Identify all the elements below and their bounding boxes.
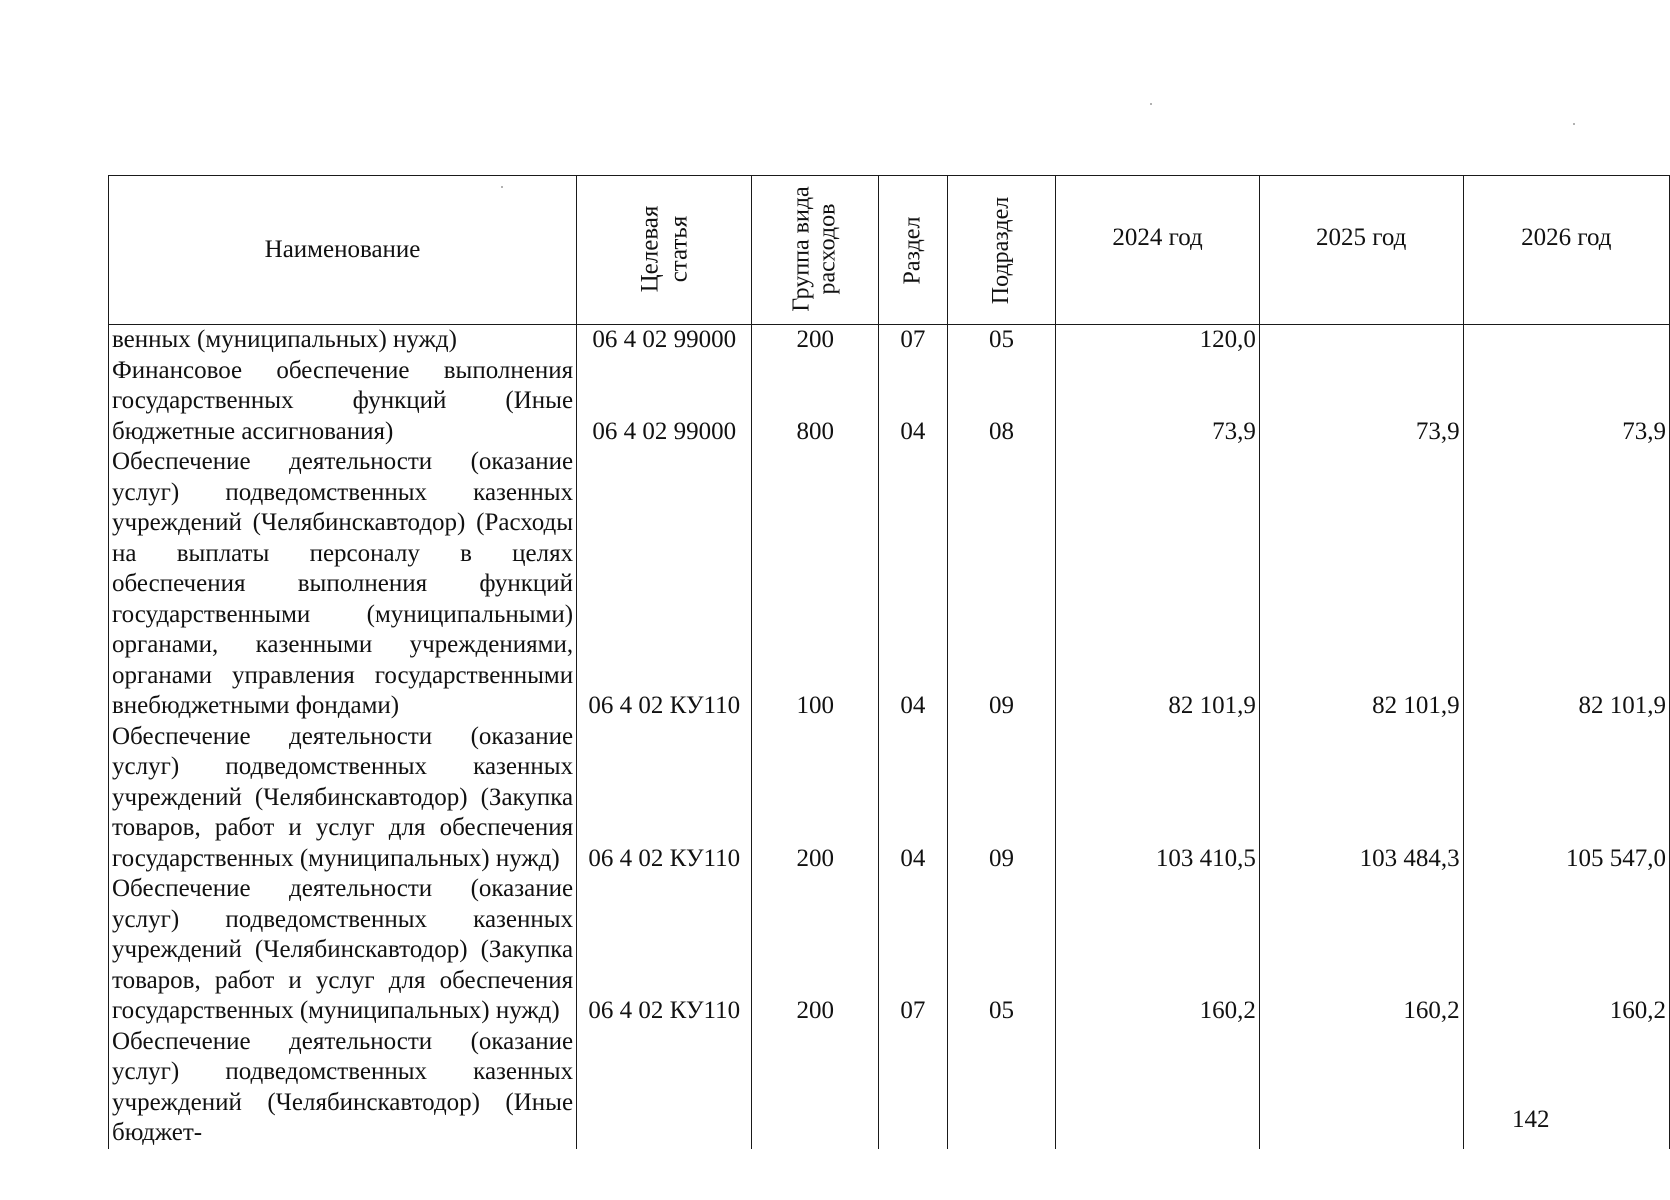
row-target-article: 06 4 02 КУ110 [577, 874, 752, 1027]
page-number: 142 [1512, 1106, 1550, 1133]
table-header-row [109, 176, 1670, 325]
row-section: 04 [878, 722, 947, 875]
row-value-2026: 73,9 [1463, 356, 1669, 448]
row-section [878, 1027, 947, 1149]
table-row [109, 447, 1670, 722]
row-value-2024: 120,0 [1056, 325, 1260, 356]
header-2025: 2025 год [1259, 176, 1463, 325]
row-value-2025: 82 101,9 [1259, 447, 1463, 722]
row-expense-group: 200 [752, 874, 878, 1027]
row-subsection: 05 [947, 325, 1055, 356]
header-expense-group: Группа вида расходов [752, 176, 878, 325]
header-2024: 2024 год [1056, 176, 1260, 325]
row-section: 04 [878, 356, 947, 448]
budget-table [108, 175, 1670, 1149]
row-value-2025: 73,9 [1259, 356, 1463, 448]
table-row [109, 356, 1670, 448]
table-row [109, 325, 1670, 356]
row-name: Финансовое обеспечение выполнения государственных функций (Иные бюджетные ассигнования) [109, 356, 577, 448]
row-value-2025: 160,2 [1259, 874, 1463, 1027]
row-value-2026 [1463, 1027, 1669, 1149]
row-value-2025 [1259, 1027, 1463, 1149]
row-name: Обеспечение деятельности (оказание услуг) подведомственных казенных учреждений (Челябинскавтодор) (Закупка товаров, работ и услуг для обеспечения государственных (муниципальных) нужд) [109, 874, 577, 1027]
header-2026: 2026 год [1463, 176, 1669, 325]
row-subsection: 09 [947, 722, 1055, 875]
row-name: Обеспечение деятельности (оказание услуг) подведомственных казенных учреждений (Челябинскавтодор) (Закупка товаров, работ и услуг для обеспечения государственных (муниципальных) нужд) [109, 722, 577, 875]
header-subsection: Подраздел [947, 176, 1055, 325]
row-expense-group: 200 [752, 722, 878, 875]
row-value-2026: 105 547,0 [1463, 722, 1669, 875]
row-expense-group: 800 [752, 356, 878, 448]
table-row [109, 722, 1670, 875]
row-value-2026: 160,2 [1463, 874, 1669, 1027]
row-name: Обеспечение деятельности (оказание услуг) подведомственных казенных учреждений (Челябинскавтодор) (Расходы на выплаты персоналу в целях обеспечения выполнения функций государственными (муниципальными) органами, казенными учреждениями, органами управления государственными внебюджетными фондами) [109, 447, 577, 722]
row-name: Обеспечение деятельности (оказание услуг) подведомственных казенных учреждений (Челябинскавтодор) (Иные бюджет- [109, 1027, 577, 1149]
row-section: 04 [878, 447, 947, 722]
row-value-2024: 82 101,9 [1056, 447, 1260, 722]
scan-speck [1573, 123, 1575, 125]
row-value-2025: 103 484,3 [1259, 722, 1463, 875]
row-subsection: 08 [947, 356, 1055, 448]
row-value-2024: 73,9 [1056, 356, 1260, 448]
row-target-article: 06 4 02 99000 [577, 325, 752, 356]
row-value-2025 [1259, 325, 1463, 356]
row-section: 07 [878, 874, 947, 1027]
row-value-2024 [1056, 1027, 1260, 1149]
row-section: 07 [878, 325, 947, 356]
header-name: Наименование [109, 176, 577, 325]
row-expense-group [752, 1027, 878, 1149]
row-target-article [577, 1027, 752, 1149]
row-target-article: 06 4 02 КУ110 [577, 447, 752, 722]
header-section: Раздел [878, 176, 947, 325]
header-target-article: Целевая статья [577, 176, 752, 325]
scan-speck [1150, 103, 1152, 105]
row-subsection: 09 [947, 447, 1055, 722]
row-value-2026 [1463, 325, 1669, 356]
row-value-2026: 82 101,9 [1463, 447, 1669, 722]
row-expense-group: 200 [752, 325, 878, 356]
row-value-2024: 103 410,5 [1056, 722, 1260, 875]
row-name: венных (муниципальных) нужд) [109, 325, 577, 356]
row-subsection [947, 1027, 1055, 1149]
row-target-article: 06 4 02 КУ110 [577, 722, 752, 875]
row-subsection: 05 [947, 874, 1055, 1027]
row-expense-group: 100 [752, 447, 878, 722]
table-row [109, 874, 1670, 1027]
table-row [109, 1027, 1670, 1149]
row-target-article: 06 4 02 99000 [577, 356, 752, 448]
row-value-2024: 160,2 [1056, 874, 1260, 1027]
